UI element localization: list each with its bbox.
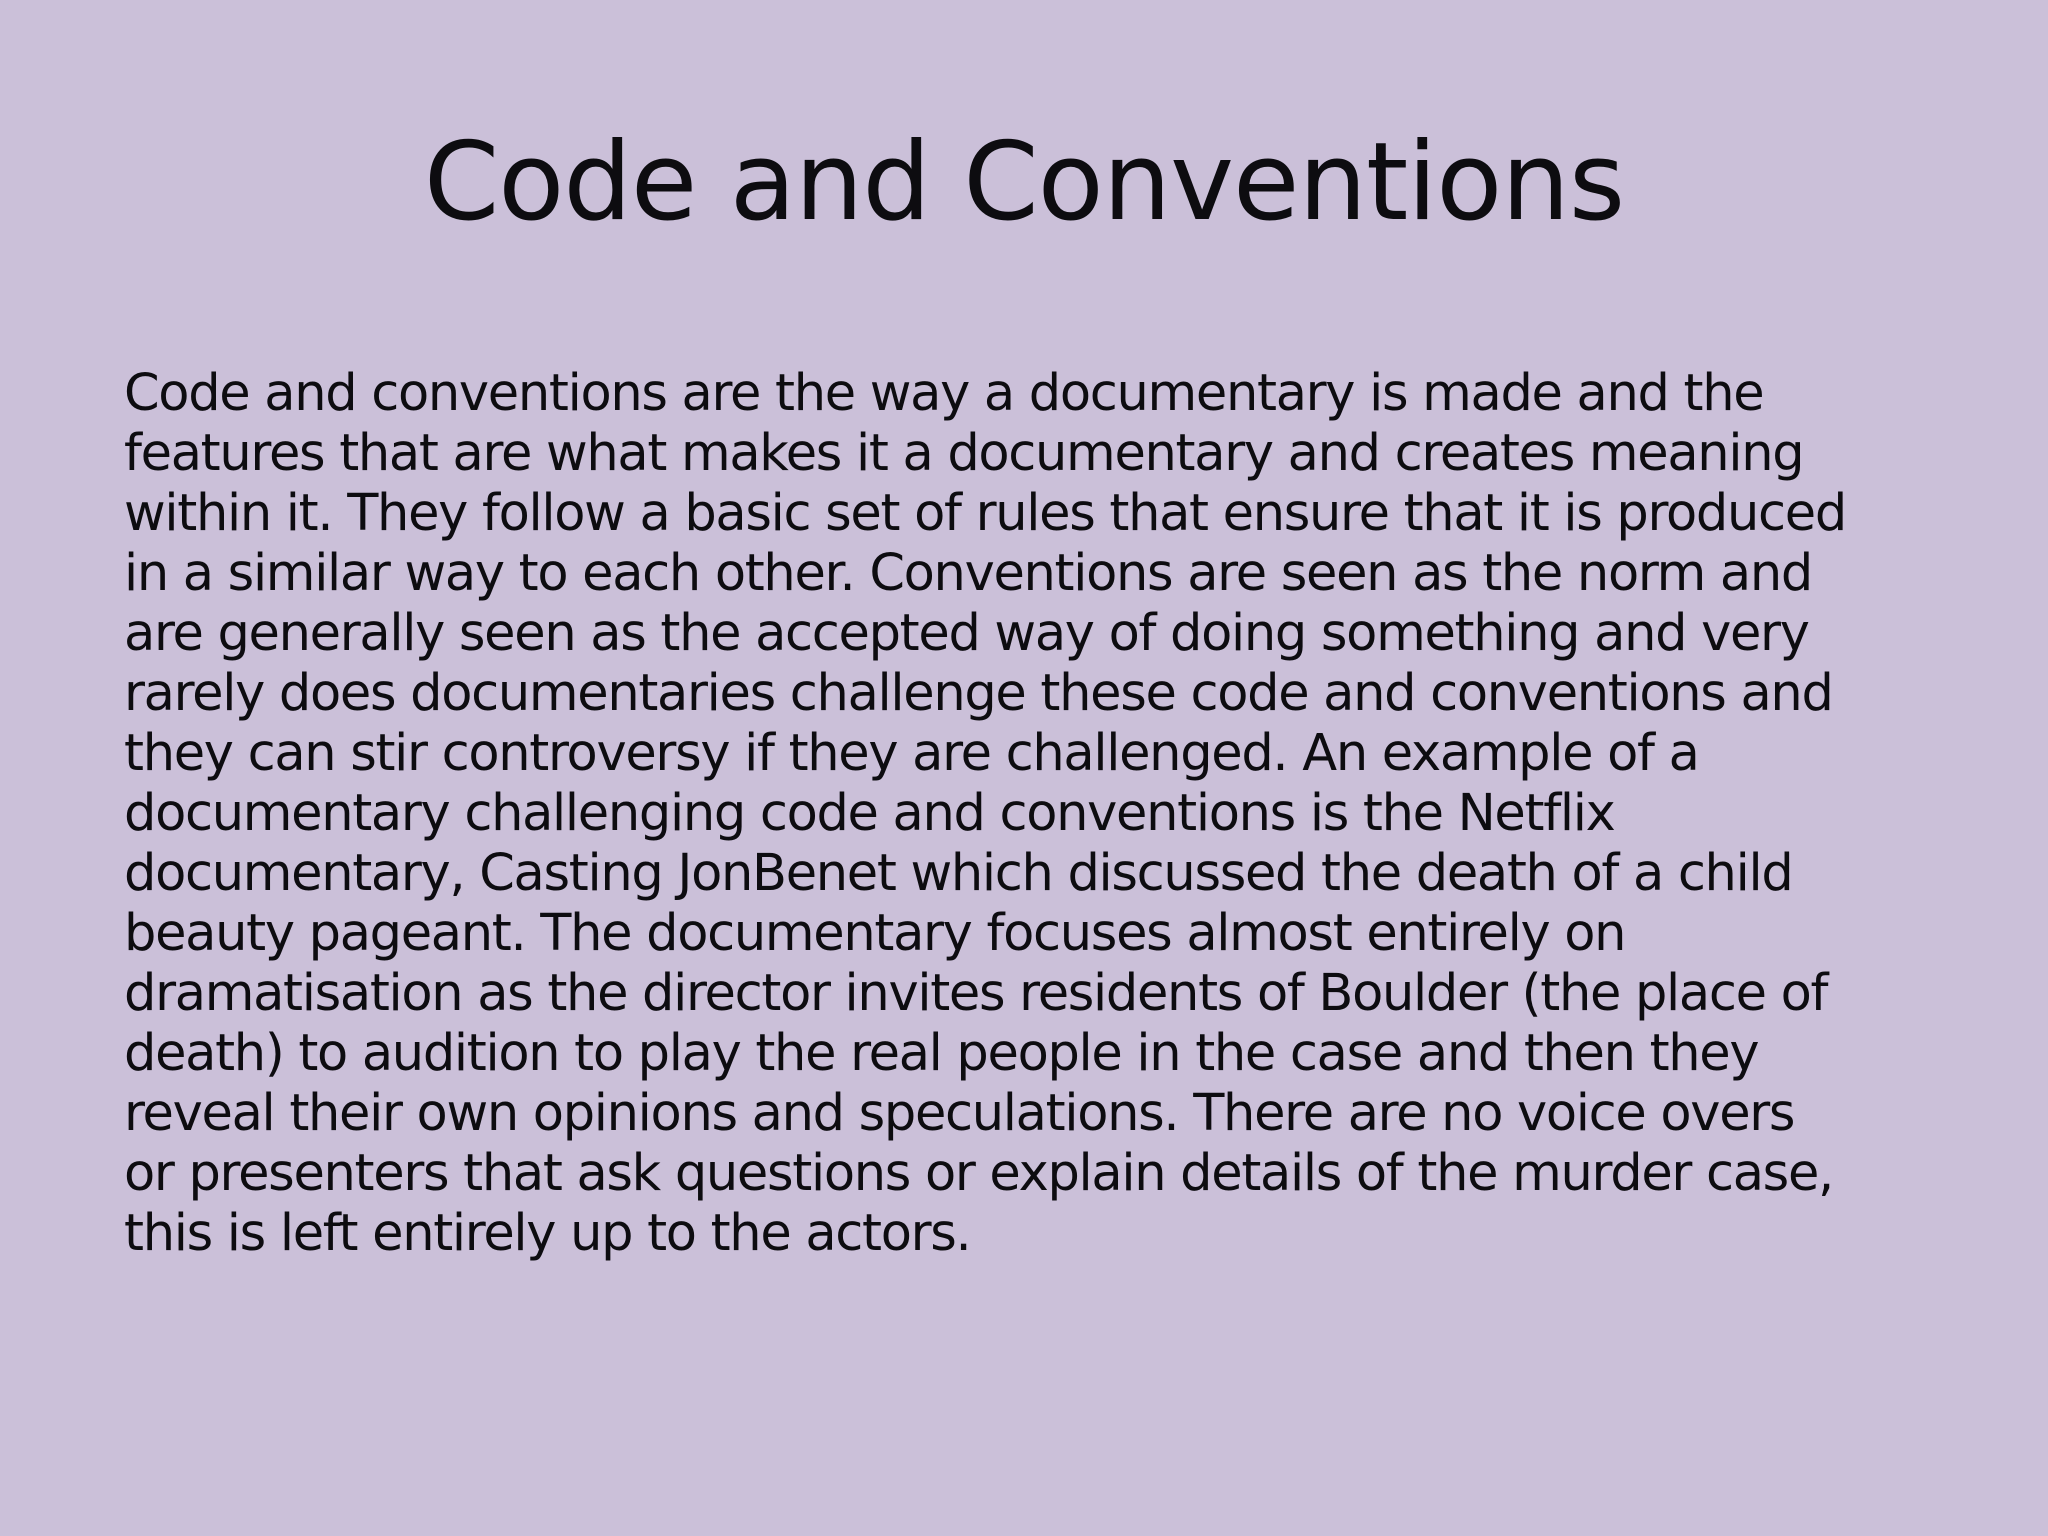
body-text-line: Code and conventions are the way a documentary is made and the <box>124 364 1764 423</box>
body-text-line: features that are what makes it a documentary and creates meaning <box>124 424 1804 483</box>
body-text-line: documentary, Casting JonBenet which discussed the death of a child <box>124 844 1793 903</box>
body-text-line: dramatisation as the director invites residents of Boulder (the place of <box>124 964 1828 1023</box>
slide-title: Code and Conventions <box>423 120 1625 245</box>
body-text-line: documentary challenging code and conventions is the Netflix <box>124 784 1615 843</box>
body-text-line: they can stir controversy if they are challenged. An example of a <box>124 724 1699 783</box>
body-text-line: death) to audition to play the real people in the case and then they <box>124 1024 1759 1083</box>
body-text-line: reveal their own opinions and speculations. There are no voice overs <box>124 1084 1795 1143</box>
body-text-line: rarely does documentaries challenge these code and conventions and <box>124 664 1833 723</box>
body-text-line: this is left entirely up to the actors. <box>124 1204 971 1263</box>
body-text-line: in a similar way to each other. Conventions are seen as the norm and <box>124 544 1812 603</box>
body-text-line: beauty pageant. The documentary focuses almost entirely on <box>124 904 1626 963</box>
body-text-line: within it. They follow a basic set of rules that ensure that it is produced <box>124 484 1846 543</box>
body-text-line: or presenters that ask questions or explain details of the murder case, <box>124 1144 1833 1203</box>
slide-body <box>124 364 1994 1264</box>
body-text-line: are generally seen as the accepted way of doing something and very <box>124 604 1809 663</box>
